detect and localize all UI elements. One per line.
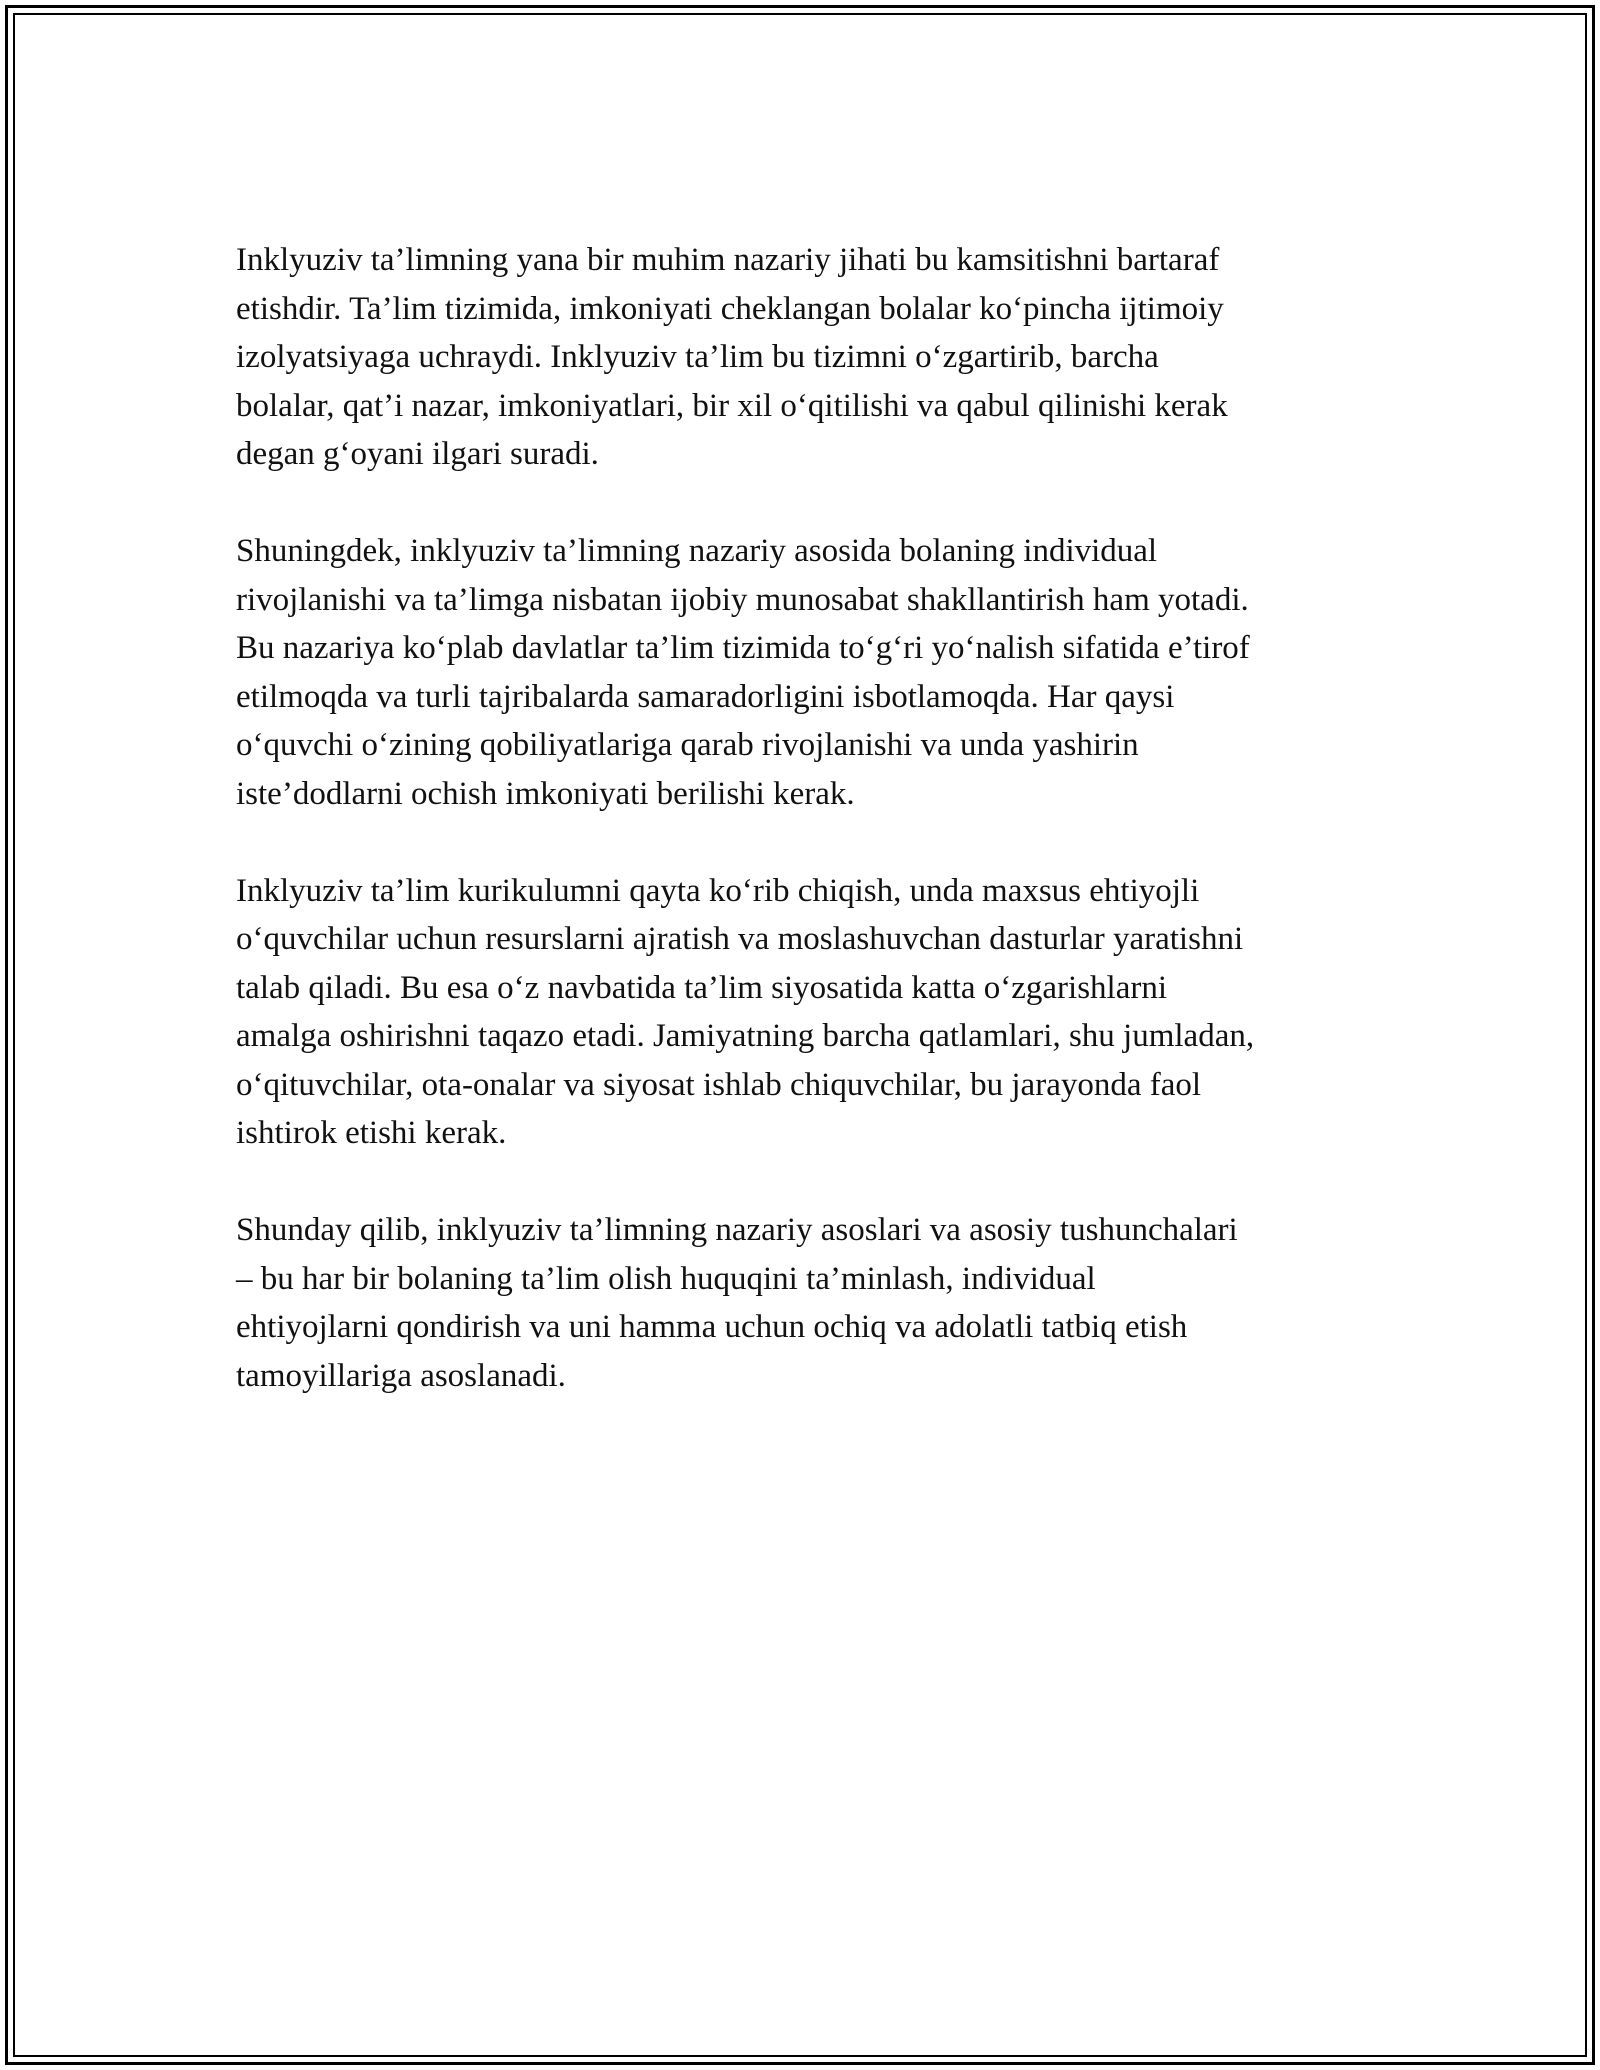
paragraph-discrimination: Inklyuziv ta’limning yana bir muhim nazariy jihati bu kamsitishni bartaraf etishdir. Ta’lim tizimida, imkoniyati cheklangan bolalar ko‘pincha ijtimoiy izolyatsiyaga uchraydi. Inklyuziv ta’lim bu tizimni o‘zgartirib, barcha bolalar, qat’i nazar, imkoniyatlari, bir xil o‘qitilishi va qabul qilinishi kerak degan g‘oyani ilgari suradi.: [236, 242, 1228, 472]
paragraph-curriculum: Inklyuziv ta’lim kurikulumni qayta ko‘rib chiqish, unda maxsus ehtiyojli o‘quvchilar uchun resurslarni ajratish va moslashuvchan dasturlar yaratishni talab qiladi. Bu esa o‘z navbatida ta’lim siyosatida katta o‘zgarishlarni amalga oshirishni taqazo etadi. Jamiyatning barcha qatlamlari, shu jumladan, o‘qituvchilar, ota-onalar va siyosat ishlab chiquvchilar, bu jarayonda faol ishtirok etishi kerak.: [236, 872, 1255, 1151]
paragraph-individual-development: Shuningdek, inklyuziv ta’limning nazariy asosida bolaning individual rivojlanishi va ta’limga nisbatan ijobiy munosabat shakllantirish ham yotadi. Bu nazariya ko‘plab davlatlar ta’lim tizimida to‘g‘ri yo‘nalish sifatida e’tirof etilmoqda va turli tajribalarda samaradorligini isbotlamoqda. Har qaysi o‘quvchi o‘zining qobiliyatlariga qarab rivojlanishi va unda yashirin iste’dodlarni ochish imkoniyati berilishi kerak.: [236, 533, 1250, 812]
document-body: [236, 236, 1386, 1449]
paragraph-conclusion: Shunday qilib, inklyuziv ta’limning nazariy asoslari va asosiy tushunchalari – bu har bir bolaning ta’lim olish huquqini ta’minlash, individual ehtiyojlarni qondirish va uni hamma uchun ochiq va adolatli tatbiq etish tamoyillariga asoslanadi.: [236, 1212, 1238, 1394]
